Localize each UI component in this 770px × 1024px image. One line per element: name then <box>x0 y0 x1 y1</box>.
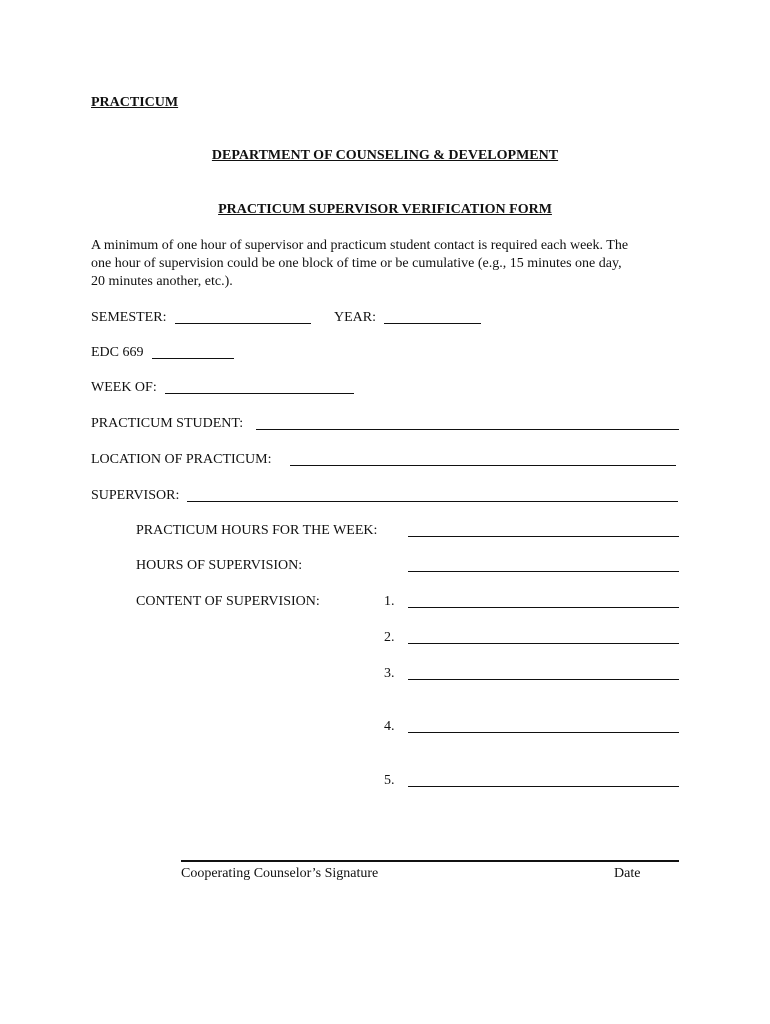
week-of-label: WEEK OF: <box>91 380 157 395</box>
supervision-hours-label: HOURS OF SUPERVISION: <box>136 558 303 573</box>
form-title: PRACTICUM SUPERVISOR VERIFICATION FORM <box>218 202 552 217</box>
supervision-hours-field[interactable] <box>408 571 679 572</box>
content-item-3-field[interactable] <box>408 679 679 680</box>
semester-field[interactable] <box>175 323 311 324</box>
intro-line-2: one hour of supervision could be one block of time or be cumulative (e.g., 15 minutes one day, <box>91 256 622 271</box>
location-label: LOCATION OF PRACTICUM: <box>91 452 272 467</box>
content-item-number: 3. <box>384 666 395 681</box>
department-heading: DEPARTMENT OF COUNSELING & DEVELOPMENT <box>211 148 559 163</box>
signature-line[interactable] <box>181 860 679 862</box>
content-item-1-field[interactable] <box>408 607 679 608</box>
course-field[interactable] <box>152 358 234 359</box>
content-item-number: 1. <box>384 594 395 609</box>
practicum-hours-label: PRACTICUM HOURS FOR THE WEEK: <box>136 523 378 538</box>
content-item-number: 2. <box>384 630 395 645</box>
intro-paragraph <box>91 237 691 291</box>
supervisor-field[interactable] <box>187 501 678 502</box>
content-item-5-field[interactable] <box>408 786 679 787</box>
intro-line-3: 20 minutes another, etc.). <box>91 274 233 289</box>
semester-label: SEMESTER: <box>91 310 167 325</box>
signature-label: Cooperating Counselor’s Signature <box>181 866 379 881</box>
content-item-2-field[interactable] <box>408 643 679 644</box>
course-label: EDC 669 <box>91 345 144 360</box>
week-of-field[interactable] <box>165 393 354 394</box>
content-item-4-field[interactable] <box>408 732 679 733</box>
content-item-number: 5. <box>384 773 395 788</box>
practicum-student-label: PRACTICUM STUDENT: <box>91 416 244 431</box>
content-item-number: 4. <box>384 719 395 734</box>
practicum-student-field[interactable] <box>256 429 679 430</box>
location-field[interactable] <box>290 465 676 466</box>
date-label: Date <box>614 866 641 881</box>
year-field[interactable] <box>384 323 481 324</box>
top-label: PRACTICUM <box>91 95 179 110</box>
supervisor-label: SUPERVISOR: <box>91 488 180 503</box>
year-label: YEAR: <box>334 310 376 325</box>
practicum-hours-field[interactable] <box>408 536 679 537</box>
content-label: CONTENT OF SUPERVISION: <box>136 594 320 609</box>
intro-line-1: A minimum of one hour of supervisor and practicum student contact is required each week. The <box>91 238 629 253</box>
